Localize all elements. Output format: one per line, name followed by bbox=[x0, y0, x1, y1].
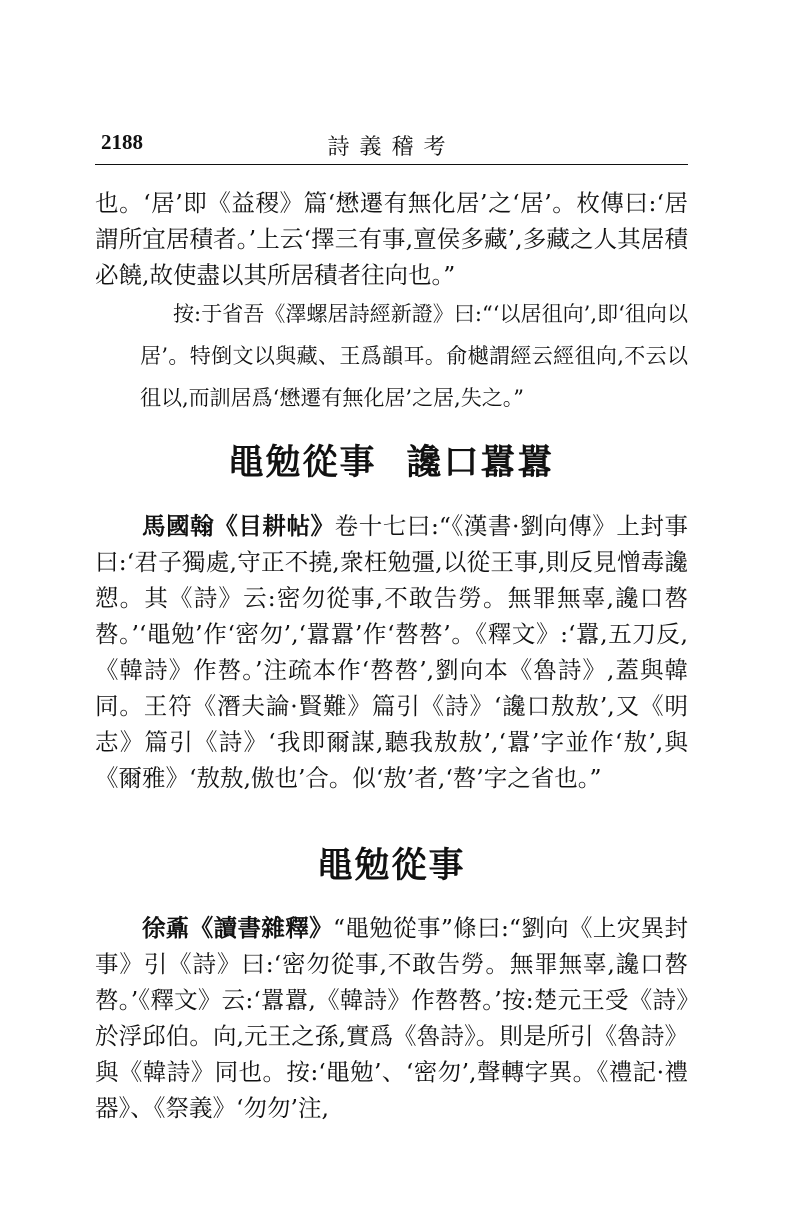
running-title: 詩義稽考 bbox=[327, 135, 456, 160]
section-heading-1 bbox=[95, 435, 688, 485]
section-1-paragraph bbox=[95, 508, 688, 796]
paragraph-continuation: 也。‘居’即《益稷》篇‘懋遷有無化居’之‘居’。枚傳曰:‘居謂所宜居積者。’上云‘擇三有事,亶侯多藏’,多藏之人其居積必饒,故使盡以其所居積者往向也。” bbox=[95, 189, 688, 289]
section-2-body: “黽勉從事”條曰:“劉向《上灾異封事》引《詩》曰:‘密勿從事,不敢告勞。無罪無辜,讒口嗸嗸。’《釋文》云:‘囂囂,《韓詩》作嗸嗸。’按:楚元王受《詩》於浮邱伯。向,元王之孫,實爲《魯詩》。則是所引《魯詩》與《韓詩》同也。按:‘黽勉’、‘密勿’,聲轉字異。《禮記·禮器》、《祭義》‘勿勿’注, bbox=[95, 914, 688, 1122]
section-2-source: 徐鼒《讀書雜釋》 bbox=[142, 914, 333, 942]
section-heading-1-part-a: 黽勉從事 bbox=[228, 442, 377, 483]
section-heading-2: 黽勉從事 bbox=[317, 845, 466, 886]
section-heading-1-part-b: 讒口囂囂 bbox=[406, 442, 555, 483]
section-2-paragraph bbox=[95, 910, 688, 1126]
section-1-body: 卷十七曰:“《漢書·劉向傳》上封事曰:‘君子獨處,守正不撓,衆枉勉彊,以從王事,則反見憎毒讒愬。其《詩》云:密勿從事,不敢告勞。無罪無辜,讒口嗸嗸。’‘黽勉’作‘密勿’,‘囂囂’作‘嗸嗸’。《釋文》:‘囂,五刀反,《韓詩》作嗸。’注疏本作‘嗸嗸’,劉向本《魯詩》,蓋與韓同。王符《潛夫論·賢難》篇引《詩》‘讒口敖敖’,又《明志》篇引《詩》‘我即爾謀,聽我敖敖’,‘囂’字並作‘敖’,與《爾雅》‘敖敖,傲也’合。似‘敖’者,‘嗸’字之省也。” bbox=[95, 512, 689, 792]
page-header bbox=[95, 128, 688, 165]
section-1-source: 馬國翰《目耕帖》 bbox=[142, 512, 335, 540]
page-number: 2188 bbox=[101, 130, 143, 154]
editor-note: 按:于省吾《澤螺居詩經新證》曰:“‘以居徂向’,即‘徂向以居’。特倒文以與藏、王爲韻耳。俞樾謂經云經徂向,不云以徂以,而訓居爲‘懋遷有無化居’之居,失之。” bbox=[140, 302, 688, 410]
